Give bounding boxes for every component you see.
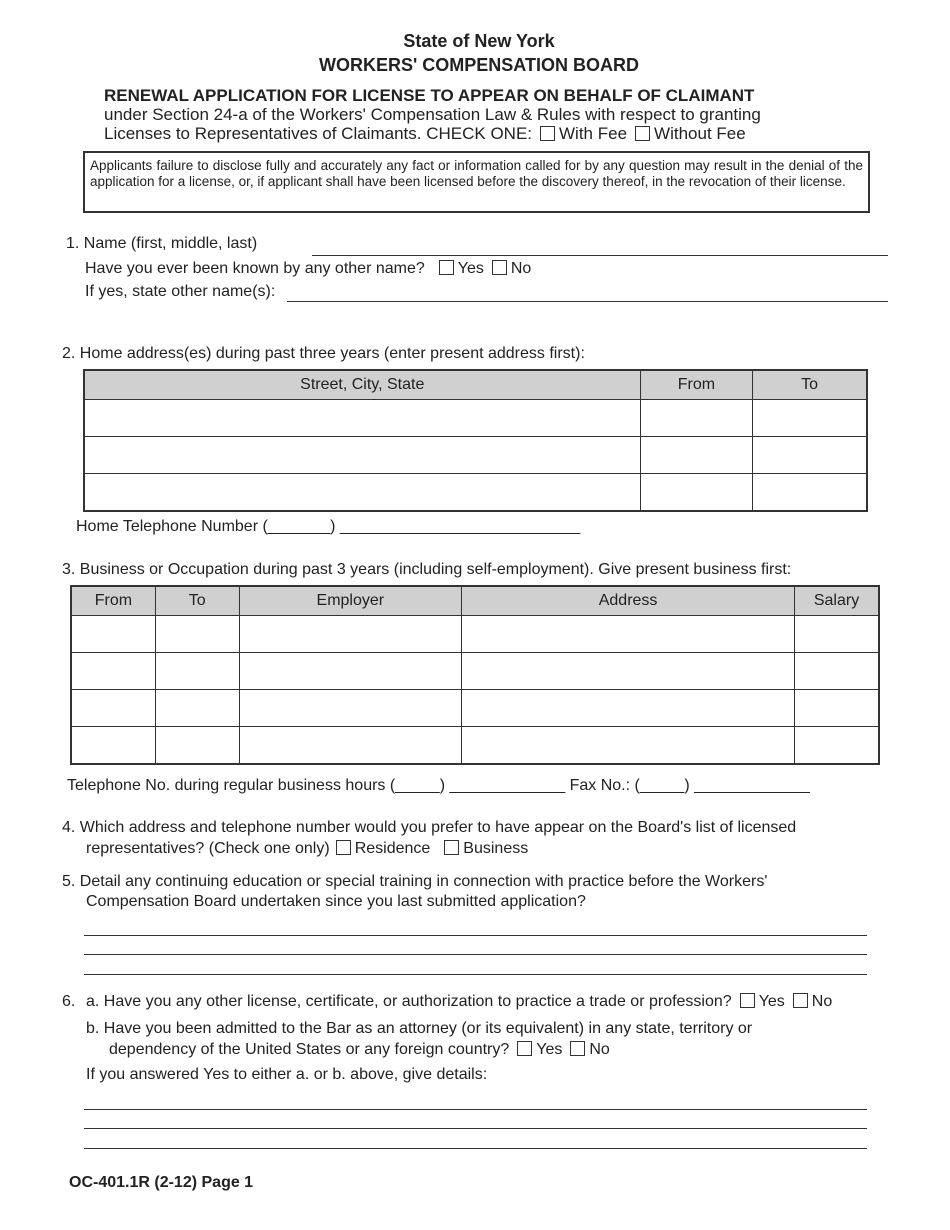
employer-cell[interactable] — [239, 653, 461, 690]
q6-answer-line[interactable] — [84, 1128, 867, 1129]
home-address-table — [84, 370, 867, 511]
other-name-yes-checkbox[interactable] — [439, 260, 454, 275]
name-field[interactable] — [312, 255, 888, 256]
salary-cell[interactable] — [795, 690, 879, 727]
address-cell[interactable] — [462, 690, 795, 727]
to-cell[interactable] — [753, 400, 867, 437]
from-cell[interactable] — [72, 690, 156, 727]
employer-cell[interactable] — [239, 727, 461, 764]
to-cell[interactable] — [155, 653, 239, 690]
table-row — [72, 616, 879, 653]
col-address: Address — [462, 587, 795, 616]
q6b-line2 — [109, 1041, 610, 1059]
q5-answer-line[interactable] — [84, 974, 867, 975]
employer-cell[interactable] — [239, 690, 461, 727]
col-from: From — [72, 587, 156, 616]
board-heading: WORKERS' COMPENSATION BOARD — [319, 55, 639, 75]
check-one-label: Licenses to Representatives of Claimants. CHECK ONE: — [104, 124, 533, 143]
residence-checkbox[interactable] — [336, 840, 351, 855]
table-row — [72, 653, 879, 690]
table-row — [85, 474, 867, 511]
other-name-question: Have you ever been known by any other name? — [85, 260, 425, 277]
state-heading: State of New York — [403, 31, 555, 51]
q6-answer-line[interactable] — [84, 1109, 867, 1110]
business-checkbox[interactable] — [444, 840, 459, 855]
business-telephone-fax[interactable]: Telephone No. during regular business hours (_____) _____________ Fax No.: (_____) _____________ — [67, 777, 810, 794]
q6-answer-line[interactable] — [84, 1148, 867, 1149]
with-fee-checkbox[interactable] — [540, 126, 555, 141]
salary-cell[interactable] — [795, 653, 879, 690]
table-row — [85, 437, 867, 474]
table-row — [85, 400, 867, 437]
salary-cell[interactable] — [795, 727, 879, 764]
address-cell[interactable] — [462, 653, 795, 690]
street-cell[interactable] — [85, 400, 641, 437]
from-cell[interactable] — [640, 437, 753, 474]
business-table — [71, 586, 879, 764]
home-telephone[interactable]: Home Telephone Number (_______) ___________________________ — [76, 518, 581, 535]
salary-cell[interactable] — [795, 616, 879, 653]
q5-line1: 5. Detail any continuing education or special training in connection with practice before the Workers' — [62, 873, 768, 890]
q6b-yes-label: Yes — [536, 1041, 563, 1058]
to-cell[interactable] — [753, 474, 867, 511]
q5-line2: Compensation Board undertaken since you last submitted application? — [86, 893, 586, 910]
form-number-footer: OC-401.1R (2-12) Page 1 — [69, 1174, 254, 1191]
q3-label: 3. Business or Occupation during past 3 years (including self-employment). Give present business first: — [62, 561, 792, 578]
other-names-field[interactable] — [287, 301, 888, 302]
col-street: Street, City, State — [85, 371, 641, 400]
table-header-row — [72, 587, 879, 616]
col-employer: Employer — [239, 587, 461, 616]
from-cell[interactable] — [72, 727, 156, 764]
q4-check-label: representatives? (Check one only) — [86, 840, 330, 857]
col-from: From — [640, 371, 753, 400]
to-cell[interactable] — [155, 616, 239, 653]
from-cell[interactable] — [72, 653, 156, 690]
q6a-yes-checkbox[interactable] — [740, 993, 755, 1008]
q1-other-names-label: If yes, state other name(s): — [85, 283, 276, 300]
address-cell[interactable] — [462, 727, 795, 764]
q6b-line1: b. Have you been admitted to the Bar as an attorney (or its equivalent) in any state, territory or — [86, 1020, 753, 1037]
q6b-no-checkbox[interactable] — [570, 1041, 585, 1056]
other-name-no-label: No — [510, 260, 532, 277]
q1-other-name-row — [85, 260, 531, 278]
without-fee-checkbox[interactable] — [635, 126, 650, 141]
without-fee-label: Without Fee — [654, 124, 746, 143]
q6a-no-label: No — [811, 993, 833, 1010]
q6b-no-label: No — [589, 1041, 610, 1058]
q5-answer-line[interactable] — [84, 935, 867, 936]
business-label: Business — [463, 840, 529, 857]
q4-line2 — [86, 840, 528, 858]
q6a-row — [86, 993, 832, 1011]
from-cell[interactable] — [640, 400, 753, 437]
form-title: RENEWAL APPLICATION FOR LICENSE TO APPEAR ON BEHALF OF CLAIMANT — [104, 86, 755, 105]
address-cell[interactable] — [462, 616, 795, 653]
col-to: To — [753, 371, 867, 400]
from-cell[interactable] — [72, 616, 156, 653]
to-cell[interactable] — [155, 727, 239, 764]
other-name-yes-label: Yes — [457, 260, 484, 277]
q6b-question: dependency of the United States or any foreign country? — [109, 1041, 510, 1058]
q6-details-label: If you answered Yes to either a. or b. above, give details: — [86, 1066, 488, 1083]
table-header-row — [85, 371, 867, 400]
notice-box — [83, 151, 870, 213]
col-salary: Salary — [795, 587, 879, 616]
q6a-no-checkbox[interactable] — [793, 993, 808, 1008]
q4-line1: 4. Which address and telephone number would you prefer to have appear on the Board's list of licensed — [62, 819, 797, 836]
to-cell[interactable] — [155, 690, 239, 727]
q6a-yes-label: Yes — [758, 993, 785, 1010]
col-to: To — [155, 587, 239, 616]
street-cell[interactable] — [85, 474, 641, 511]
residence-label: Residence — [354, 840, 431, 857]
table-row — [72, 727, 879, 764]
form-subtitle-2 — [104, 124, 746, 144]
from-cell[interactable] — [640, 474, 753, 511]
street-cell[interactable] — [85, 437, 641, 474]
employer-cell[interactable] — [239, 616, 461, 653]
to-cell[interactable] — [753, 437, 867, 474]
form-subtitle-1: under Section 24-a of the Workers' Compensation Law & Rules with respect to granting — [104, 105, 761, 124]
table-row — [72, 690, 879, 727]
q5-answer-line[interactable] — [84, 954, 867, 955]
q6a-question: a. Have you any other license, certificate, or authorization to practice a trade or profession? — [86, 993, 732, 1010]
q6-number: 6. — [62, 993, 76, 1010]
q6b-yes-checkbox[interactable] — [517, 1041, 532, 1056]
notice-text: Applicants failure to disclose fully and accurately any fact or information called for by any question may result in the denial of the application for a license, or, if applicant shall have been licensed before the discovery thereof, in the revocation of their license. — [90, 158, 863, 189]
q1-name-label: 1. Name (first, middle, last) — [66, 235, 258, 252]
other-name-no-checkbox[interactable] — [492, 260, 507, 275]
with-fee-label: With Fee — [559, 124, 628, 143]
q2-label: 2. Home address(es) during past three years (enter present address first): — [62, 345, 585, 362]
